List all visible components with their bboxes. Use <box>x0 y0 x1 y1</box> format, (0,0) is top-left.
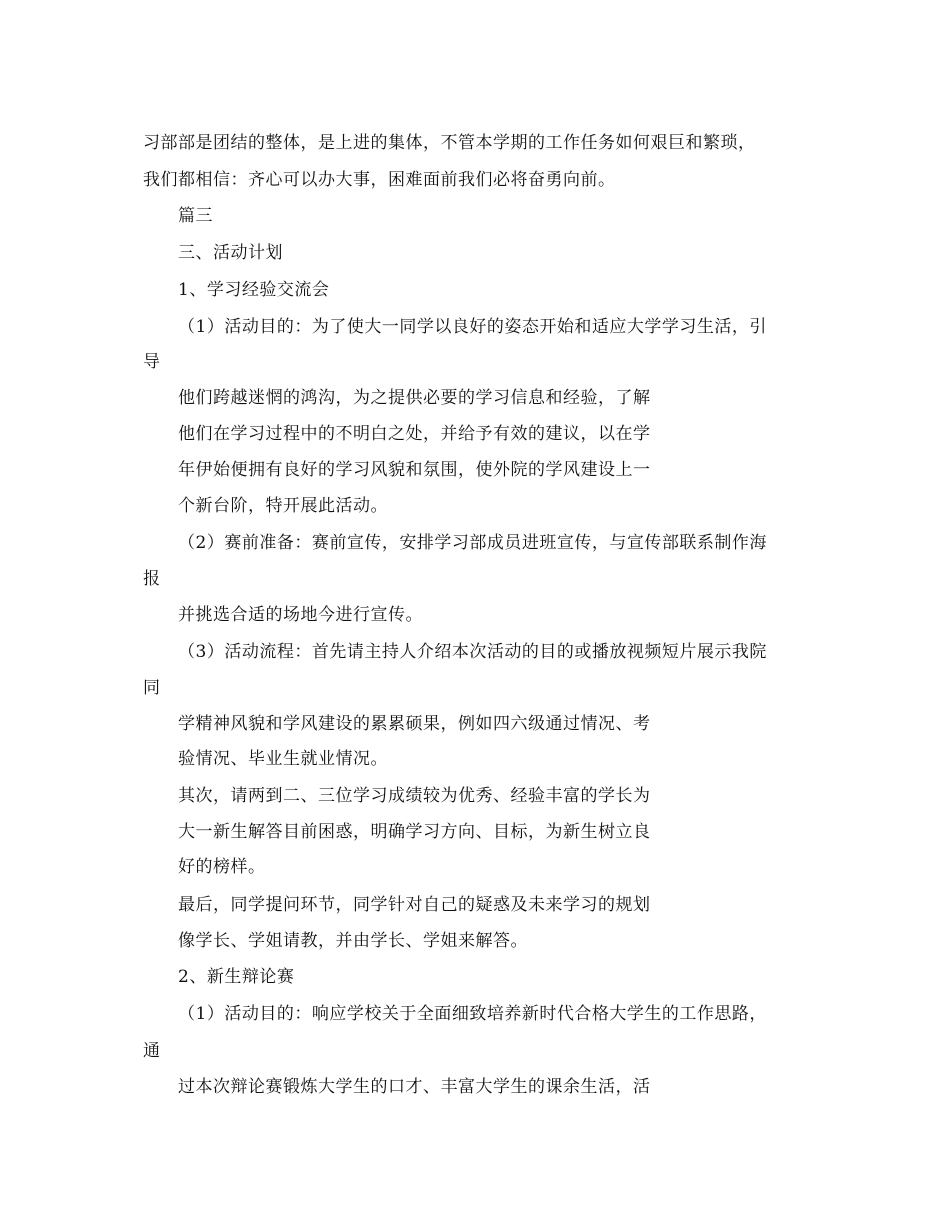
paragraph-line: 验情况、毕业生就业情况。 <box>178 749 388 769</box>
paragraph-line: 学精神风貌和学风建设的累累硕果，例如四六级通过情况、考 <box>178 714 651 734</box>
paragraph-line: 大一新生解答目前困惑，明确学习方向、目标，为新生树立良 <box>178 822 651 842</box>
paragraph-line: 最后，同学提问环节，同学针对自己的疑惑及未来学习的规划 <box>178 895 651 915</box>
paragraph-line: 通 <box>143 1041 161 1061</box>
paragraph-line: （1）活动目的：响应学校关于全面细致培养新时代合格大学生的工作思路， <box>178 1004 767 1024</box>
paragraph-line: 过本次辩论赛锻炼大学生的口才、丰富大学生的课余生活，活 <box>178 1077 651 1097</box>
section-heading: 三、活动计划 <box>178 243 283 263</box>
section-heading: 篇三 <box>178 206 213 226</box>
paragraph-line: 并挑选合适的场地今进行宣传。 <box>178 605 423 625</box>
paragraph-line: 报 <box>143 569 161 589</box>
paragraph-line: 习部部是团结的整体，是上进的集体，不管本学期的工作任务如何艰巨和繁琐， <box>143 133 756 153</box>
paragraph-line: 导 <box>143 352 161 372</box>
paragraph-line: 他们在学习过程中的不明白之处，并给予有效的建议，以在学 <box>178 424 651 444</box>
subsection-heading: 1、学习经验交流会 <box>178 280 330 300</box>
paragraph-line: （1）活动目的：为了使大一同学以良好的姿态开始和适应大学学习生活，引 <box>178 317 767 337</box>
paragraph-line: （3）活动流程：首先请主持人介绍本次活动的目的或播放视频短片展示我院 <box>178 642 767 662</box>
paragraph-line: 像学长、学姐请教，并由学长、学姐来解答。 <box>178 931 528 951</box>
subsection-heading: 2、新生辩论赛 <box>178 967 295 987</box>
paragraph-line: 我们都相信：齐心可以办大事，困难面前我们必将奋勇向前。 <box>143 170 616 190</box>
paragraph-line: 同 <box>143 678 161 698</box>
paragraph-line: （2）赛前准备：赛前宣传，安排学习部成员进班宣传，与宣传部联系制作海 <box>178 533 767 553</box>
paragraph-line: 其次，请两到二、三位学习成绩较为优秀、经验丰富的学长为 <box>178 786 651 806</box>
paragraph-line: 好的榜样。 <box>178 857 266 877</box>
paragraph-line: 个新台阶，特开展此活动。 <box>178 496 388 516</box>
paragraph-line: 他们跨越迷惘的鸿沟，为之提供必要的学习信息和经验，了解 <box>178 388 651 408</box>
paragraph-line: 年伊始便拥有良好的学习风貌和氛围，使外院的学风建设上一 <box>178 460 651 480</box>
